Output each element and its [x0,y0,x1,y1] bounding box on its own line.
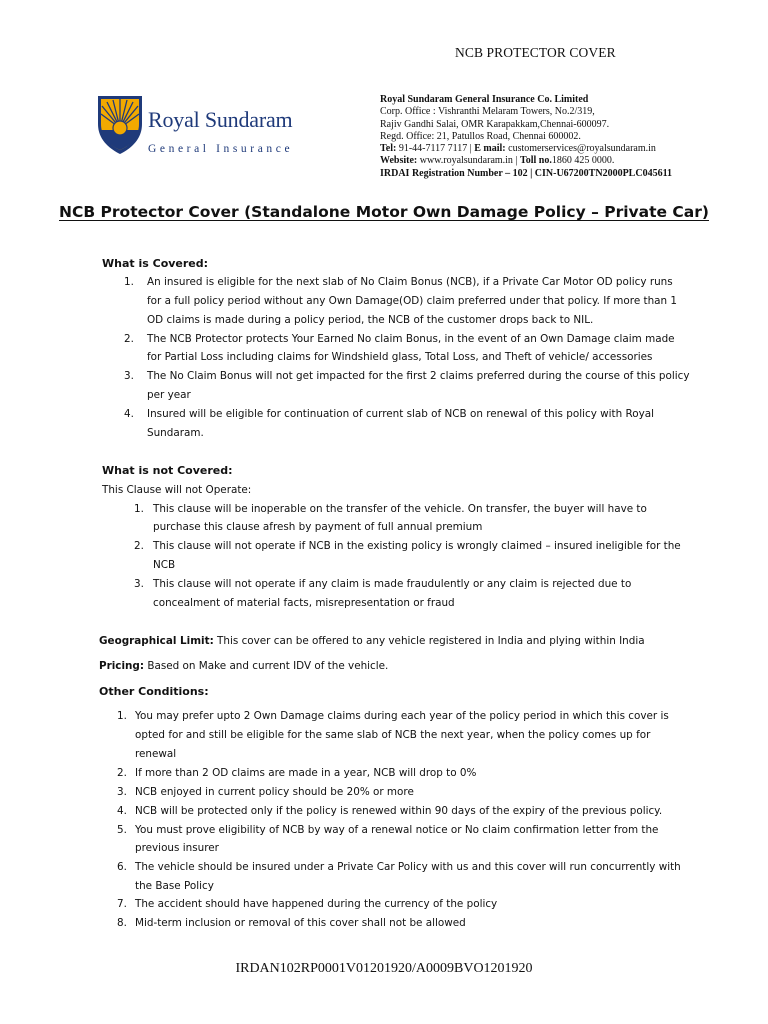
sun-shield-icon [96,94,144,156]
covered-item-3-line-1: The No Claim Bonus will not get impacted for the first 2 claims preferred during the course of this policy [147,370,690,382]
other-item-6-line-2: the Base Policy [135,880,214,892]
not-covered-heading: What is not Covered: [102,464,233,477]
tel-value: 91-44-7117 7117 | [398,143,472,155]
geographical-limit-text: This cover can be offered to any vehicle registered in India and plying within India [213,635,645,647]
other-item-3-num: 3. [117,786,127,798]
covered-item-3-num: 3. [124,370,134,382]
header-title: NCB PROTECTOR COVER [455,45,616,60]
not-covered-item-1-line-1: This clause will be inoperable on the transfer of the vehicle. On transfer, the buyer will have to [153,503,647,515]
logo-name: Royal Sundaram [148,107,293,132]
corp-office-line-2: Rajiv Gandhi Salai, OMR Karapakkam,Chennai-600097. [380,118,610,130]
other-item-3-line-1: NCB enjoyed in current policy should be 20% or more [135,786,414,798]
contact-line [380,143,672,155]
other-item-1-num: 1. [117,710,127,722]
other-item-7-line-1: The accident should have happened during the currency of the policy [135,898,498,910]
other-item-8-line-1: Mid-term inclusion or removal of this cover shall not be allowed [135,917,466,929]
other-item-6-num: 6. [117,861,127,873]
not-covered-intro: This Clause will not Operate: [102,484,252,496]
covered-item-2-line-2: for Partial Loss including claims for Windshield glass, Total Loss, and Theft of vehicle/ accessories [147,351,653,363]
company-logo [96,94,306,158]
covered-item-4-num: 4. [124,408,134,420]
not-covered-item-2-num: 2. [134,540,144,552]
other-item-4-num: 4. [117,805,127,817]
not-covered-item-1-num: 1. [134,503,144,515]
tel-label: Tel: [380,143,397,155]
company-name: Royal Sundaram General Insurance Co. Limited [380,94,589,105]
company-details [380,94,672,180]
regd-office: Regd. Office: 21, Patullos Road, Chennai 600002. [380,130,581,142]
other-item-6-line-1: The vehicle should be insured under a Private Car Policy with us and this cover will run concurrently with [135,861,681,873]
covered-item-2-num: 2. [124,333,134,345]
not-covered-item-3-line-2: concealment of material facts, misrepresentation or fraud [153,597,455,609]
not-covered-item-3-line-1: This clause will not operate if any claim is made fraudulently or any claim is rejected due to [153,578,632,590]
footer-code: IRDAN102RP0001V01201920/A0009BVO1201920 [235,961,533,976]
website-label: Website: [380,155,418,167]
other-item-1-line-2: opted for and still be eligible for the same slab of NCB the next year, when the policy comes up for [135,729,651,741]
not-covered-item-1-line-2: purchase this clause afresh by payment of full annual premium [153,521,483,533]
covered-item-3-line-2: per year [147,389,191,401]
covered-item-1-line-1: An insured is eligible for the next slab of No Claim Bonus (NCB), if a Private Car Motor OD policy runs [147,276,673,288]
geographical-limit [99,635,645,647]
pricing-label: Pricing: [99,660,145,672]
other-conditions-heading: Other Conditions: [99,685,209,698]
other-item-2-line-1: If more than 2 OD claims are made in a year, NCB will drop to 0% [135,767,477,779]
pricing [99,660,388,672]
website-value: www.royalsundaram.in | [419,155,518,167]
corp-office-line-1: Corp. Office : Vishranthi Melaram Towers, No.2/319, [380,106,595,118]
other-item-1-line-3: renewal [135,748,177,760]
covered-item-4-line-2: Sundaram. [147,427,204,439]
other-item-5-line-1: You must prove eligibility of NCB by way of a renewal notice or No claim confirmation letter from the [135,824,659,836]
tollfree-label: Toll no. [519,155,552,167]
email-value: customerservices@royalsundaram.in [508,143,656,155]
covered-item-1-num: 1. [124,276,134,288]
other-item-5-line-2: previous insurer [135,842,219,854]
not-covered-item-2-line-2: NCB [153,559,176,571]
other-item-2-num: 2. [117,767,127,779]
other-item-5-num: 5. [117,824,127,836]
email-label: E mail: [474,143,506,155]
other-item-1-line-1: You may prefer upto 2 Own Damage claims during each year of the policy period in which this cover is [135,710,669,722]
covered-item-1-line-3: OD claims is made during a policy period, the NCB of the customer drops back to NIL. [147,314,594,326]
document-title: NCB Protector Cover (Standalone Motor Own Damage Policy – Private Car) [59,203,709,221]
website-line [380,155,672,167]
geographical-limit-label: Geographical Limit: [99,635,214,647]
logo-subtitle: General Insurance [148,143,294,155]
pricing-text: Based on Make and current IDV of the vehicle. [144,660,389,672]
not-covered-item-3-num: 3. [134,578,144,590]
covered-item-2-line-1: The NCB Protector protects Your Earned No claim Bonus, in the event of an Own Damage claim made [147,333,675,345]
irdai-registration: IRDAI Registration Number – 102 | CIN-U67200TN2000PLC045611 [380,167,673,179]
covered-item-1-line-2: for a full policy period without any Own Damage(OD) claim preferred under that policy. If more than 1 [147,295,678,307]
covered-heading: What is Covered: [102,257,209,270]
other-item-7-num: 7. [117,898,127,910]
covered-item-4-line-1: Insured will be eligible for continuation of current slab of NCB on renewal of this policy with Royal [147,408,655,420]
other-item-4-line-1: NCB will be protected only if the policy is renewed within 90 days of the expiry of the previous policy. [135,805,663,817]
tollfree-value: 1860 425 0000. [551,155,615,167]
other-item-8-num: 8. [117,917,127,929]
not-covered-item-2-line-1: This clause will not operate if NCB in the existing policy is wrongly claimed – insured ineligible for the [153,540,681,552]
